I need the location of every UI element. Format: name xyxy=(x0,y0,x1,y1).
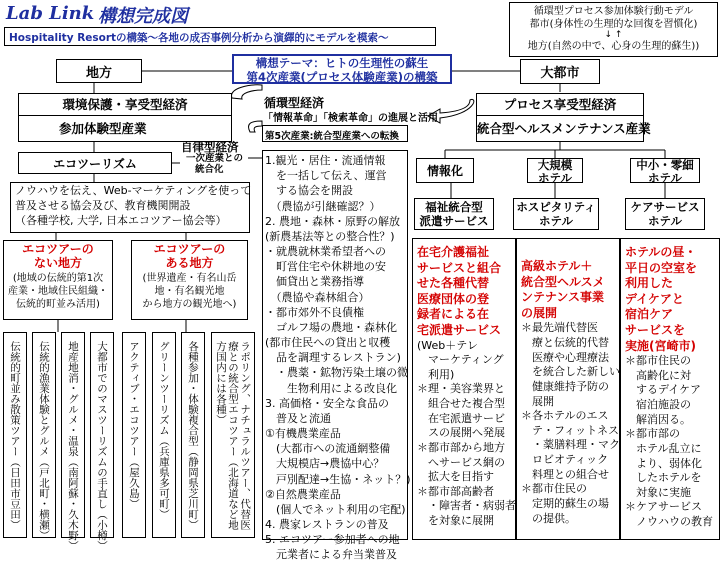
welfare-detail-line: (Web＋テレ xyxy=(417,338,479,352)
process-model-line-3: 地方(自然の中で、心身の生理的蘇生)) xyxy=(527,41,700,52)
hospitality-details xyxy=(521,321,619,526)
welfare-detail-line: ＊都市部から地方 xyxy=(417,440,505,454)
hospitality-detail-line: 医療や心理療法 xyxy=(521,350,609,364)
policy-line: (個人でネット利用の宅配) xyxy=(265,502,406,516)
case-integrated-eco: ラポリング、ナチュラルツアー、代替医療との統合型エコツアー（北海道など地方国内には各種） xyxy=(214,341,252,530)
ecotour-desc-3: から地方の観光地へ) xyxy=(142,298,237,310)
policy-line: 元業者による弁当業普及 xyxy=(265,548,397,562)
knowhow-line-3: （各種学校, 大学, 日本エコツアー協会等） xyxy=(15,213,227,227)
care-headline-line: ホテルの昼・ xyxy=(625,245,697,259)
welfare-headline xyxy=(417,245,515,339)
case-column xyxy=(211,332,255,538)
informatization-box: 情報化 xyxy=(416,158,474,183)
policy-line: 普及と流通 xyxy=(265,411,331,425)
welfare-detail-line: ＊都市部高齢者 xyxy=(417,484,494,498)
care-hotel-box xyxy=(625,198,705,230)
autonomous-line-1: 自律型経済 xyxy=(181,140,239,154)
hospitality-detail-line: 健康維持予防の xyxy=(521,379,609,393)
case-green-tourism: グリーンツーリズム（兵庫県多可町） xyxy=(158,341,171,520)
care-detail-line: ＊都市部の xyxy=(625,427,680,441)
policy-line: 5. エコツアー参加者への地 xyxy=(265,533,400,547)
theme-box xyxy=(232,54,452,84)
care-headline-line: デイケアと xyxy=(625,291,684,306)
care-detail-line: 解消因る。 xyxy=(625,412,691,426)
process-model-line-1: 循環型プロセス参加体験行動モデル xyxy=(533,6,694,17)
ecotour-desc-1: (世界遺産・有名山岳 xyxy=(142,272,237,284)
welfare-headline-line: 宅派遣サービス xyxy=(417,322,502,337)
env-box xyxy=(18,93,232,142)
policy-line: ゴルフ場の農地・森林化 xyxy=(265,320,397,334)
care-hotel-line-2: ホテル xyxy=(648,214,682,229)
page-title: 構想完成図 xyxy=(98,6,188,27)
care-headline xyxy=(625,245,719,354)
policy-line: (大都市への流通網整備 xyxy=(265,442,391,456)
hospitality-hotel-line-2: ホテル xyxy=(539,214,573,229)
policy-line: 大規模店→農協中心？ xyxy=(265,457,385,471)
integrated-health-label: 統合型ヘルスメンテナンス産業 xyxy=(477,121,651,136)
hospitality-detail-line: ＊都市住民の xyxy=(521,482,587,496)
small-hotel-box xyxy=(630,158,700,183)
care-detail-line: 対象に実施 xyxy=(625,485,691,499)
welfare-detail-line: ・障害者・病弱者 xyxy=(417,499,516,513)
policy-line: 生物利用による改良化 xyxy=(265,381,397,395)
case-column xyxy=(181,332,205,538)
no-ecotour-desc-3: 伝統的町並み活用) xyxy=(16,298,100,310)
care-detail-box xyxy=(620,238,720,540)
welfare-detail-line: ＊理・美容業界と xyxy=(417,382,505,396)
case-column xyxy=(152,332,176,538)
care-detail-line: より、弱体化 xyxy=(625,456,702,470)
care-headline-line: サービスを xyxy=(625,322,686,337)
policy-line: 2. 農地・森林・原野の解放 xyxy=(265,214,400,228)
subtitle-banner: Hospitality Resortの構築～各地の成否事例分析から演繹的にモデルを模索～ xyxy=(4,27,436,46)
theme-line-1: 構想テーマ：ヒトの生理性の蘇生 xyxy=(255,56,429,70)
no-ecotour-title-2: ない地方 xyxy=(33,256,82,271)
hospitality-detail-line: 料理との組合せ xyxy=(521,467,609,481)
hospitality-detail-line: ＊最先端代替医 xyxy=(521,321,598,335)
care-detail-line: ホテル乱立に xyxy=(625,441,702,455)
policy-line: 品を調理するレストラン) xyxy=(265,351,401,365)
policy-line: 価貸出と業務指導 xyxy=(265,275,364,289)
care-detail-line: 宿泊施設の xyxy=(625,398,691,412)
policy-line: ・農薬・鉱物汚染土壌の微 xyxy=(265,366,408,380)
welfare-detail-line: へサービス網の xyxy=(417,455,505,469)
small-hotel-line-2: ホテル xyxy=(648,170,682,185)
process-model-box xyxy=(509,2,718,57)
welfare-headline-line: 録者による在 xyxy=(417,307,490,322)
welfare-detail-line: スの展開へ発展 xyxy=(417,426,505,440)
no-ecotour-desc-1: (地域の伝統的第1次 xyxy=(12,272,104,284)
large-hotel-line-1: 大規模 xyxy=(537,158,573,172)
care-headline-line: 平日の空室を xyxy=(625,260,698,275)
care-detail-line: するデイケア xyxy=(625,383,702,397)
policy-line: ・就農就林業希望者への xyxy=(265,245,386,259)
process-model-arrows: ↓ ↑ xyxy=(604,30,623,40)
env-economy-label: 環境保護・享受型経済 xyxy=(19,94,231,116)
welfare-headline-line: サービスと組合 xyxy=(417,260,502,275)
welfare-headline-line: 在宅介護福祉 xyxy=(417,245,490,259)
welfare-detail-line: マーケティング xyxy=(417,353,504,367)
hospitality-detail-line: ロビオティック xyxy=(521,453,609,466)
care-headline-line: 宿泊ケア xyxy=(625,307,674,322)
case-column xyxy=(32,332,56,541)
welfare-headline-line: せた各種代替 xyxy=(417,276,490,291)
autonomous-line-2: 一次産業との xyxy=(186,153,244,165)
metropolis-box: 大都市 xyxy=(520,59,600,84)
case-participation: 各種参加・体験複合型（静岡県芝川町） xyxy=(187,341,200,530)
care-hotel-line-1: ケアサービス xyxy=(630,200,700,214)
policy-line: (新農基法等との整合性？) xyxy=(265,229,395,243)
hospitality-headline-line: の展開 xyxy=(521,305,558,320)
policy-list-box xyxy=(262,150,411,562)
hospitality-detail-line: ＊各ホテルのエス xyxy=(521,409,609,423)
no-ecotour-desc-2: 産業・地域住民組織・ xyxy=(8,285,108,297)
hospitality-hotel-box xyxy=(513,198,599,230)
welfare-details xyxy=(417,339,515,529)
logo: Lab Link xyxy=(6,3,95,24)
hospitality-detail-box xyxy=(516,238,620,540)
hospitality-detail-line: を統合した新しい xyxy=(521,365,620,379)
policy-line: 1.観光・居住・流通情報 xyxy=(265,154,386,167)
care-detail-line: したホテルを xyxy=(625,471,702,485)
welfare-detail-line: 拡大を目指す xyxy=(417,470,494,484)
process-model-line-2: 都市(身体性の生理的な回復を習慣化) xyxy=(529,19,698,30)
hospitality-detail-line: ・薬膳料理・マク xyxy=(521,438,620,452)
case-townscape: 伝統的町並み散策ツアー（日田市豆田） xyxy=(9,341,22,530)
care-details xyxy=(625,354,719,530)
policy-line: (都市住民への貸出と収穫 xyxy=(265,336,391,350)
hospitality-headline-line: 高級ホテル＋ xyxy=(521,259,593,273)
no-ecotour-title-1: エコツアーの xyxy=(22,242,94,256)
ecotour-title-2: ある地方 xyxy=(165,256,214,271)
fifth-industry-box: 第5次産業:統合型産業への転換 xyxy=(262,125,408,142)
policy-line: を一括して伝え、運営 xyxy=(265,169,387,183)
large-hotel-box xyxy=(527,158,583,183)
case-fishing: 伝統的漁業体験とグルメ（戸北町・横瀬） xyxy=(38,341,51,541)
care-detail-line: ＊ケアサービス xyxy=(625,500,702,514)
process-box xyxy=(476,93,651,142)
circular-economy-sub: 「情報革命」「検索革命」の進展と活用 xyxy=(263,113,438,124)
hospitality-headline-line: 統合型ヘルスメ xyxy=(521,274,605,289)
welfare-dispatch-line-1: 福祉統合型 xyxy=(425,200,483,214)
theme-line-2: 第4次産業(プロセス体験産業)の構築 xyxy=(246,69,438,84)
case-column xyxy=(122,332,146,538)
knowhow-line-2: 普及させる協会及び、教育機関開設 xyxy=(15,198,191,212)
autonomous-economy-label xyxy=(181,141,243,176)
case-mass-tourism: 大都市でのマスツーリズムの手直し（小樽） xyxy=(96,341,109,551)
care-detail-line: 高齢化に対 xyxy=(625,368,691,382)
region-box: 地方 xyxy=(56,59,142,83)
hospitality-headline-line: ンテナンス事業 xyxy=(521,290,605,305)
hospitality-detail-line: 定期的蘇生の場 xyxy=(521,496,609,510)
policy-line: 3. 高価格・安全な食品の xyxy=(265,396,389,410)
welfare-detail-line: 利用) xyxy=(417,367,455,381)
no-ecotour-desc xyxy=(4,272,112,311)
welfare-detail-line: を対象に展開 xyxy=(417,514,494,528)
case-column xyxy=(61,332,85,551)
welfare-detail-line: 組合せた複合型 xyxy=(417,397,505,411)
hospitality-detail-line: 展開 xyxy=(521,394,554,408)
ecotour-title-1: エコツアーの xyxy=(153,242,226,256)
no-ecotour-region-box xyxy=(3,240,113,320)
circular-economy-title: 循環型経済 xyxy=(264,96,325,110)
care-detail-line: ノウハウの教育 xyxy=(625,515,713,529)
policy-line: （農協が引継確認？） xyxy=(265,199,381,213)
policy-line: ①有機農業産品 xyxy=(265,427,341,441)
case-column xyxy=(90,332,114,551)
policy-line: 戸別配達→生協・ネット？) xyxy=(265,472,411,486)
hospitality-headline xyxy=(521,259,619,321)
welfare-dispatch-box xyxy=(414,198,494,230)
policy-line: 町営住宅や休耕地の安 xyxy=(265,260,386,274)
hospitality-detail-line: 療と伝統的代替 xyxy=(521,336,609,349)
knowhow-line-1: ノウハウを伝え、Web-マーケティングを使って xyxy=(15,184,252,197)
autonomous-line-3: 統合化 xyxy=(195,164,224,176)
policy-line: （農協や森林組合） xyxy=(265,290,370,304)
policy-list xyxy=(265,153,411,563)
policy-line: 4. 農家レストランの普及 xyxy=(265,518,389,532)
policy-line: する協会を開設 xyxy=(265,184,353,198)
ecotourism-box: エコツーリズム xyxy=(18,152,172,174)
care-headline-line: 実施(宮崎市) xyxy=(625,338,696,353)
welfare-detail-line: 在宅派遣サービ xyxy=(417,411,505,425)
welfare-dispatch-line-2: 派遣サービス xyxy=(419,214,489,229)
knowhow-box xyxy=(10,182,250,233)
ecotour-region-box xyxy=(131,240,248,320)
large-hotel-line-2: ホテル xyxy=(538,170,572,185)
welfare-detail-box xyxy=(412,238,516,540)
participation-industry-label: 参加体験型産業 xyxy=(59,121,147,136)
hospitality-hotel-line-1: ホスピタリティ xyxy=(516,200,596,214)
ecotour-desc xyxy=(132,272,247,311)
case-active-eco: アクティブ・エコツアー（屋久島） xyxy=(128,341,141,509)
process-economy-label: プロセス享受型経済 xyxy=(477,94,643,116)
case-column xyxy=(3,332,27,538)
ecotour-desc-2: 地・有名観光地 xyxy=(154,285,225,297)
welfare-headline-line: 医療団体の登 xyxy=(417,291,490,306)
policy-line: ・都市郊外不良債権 xyxy=(265,305,364,319)
hospitality-detail-line: の提供。 xyxy=(521,511,576,525)
small-hotel-line-1: 中小・零細 xyxy=(636,158,694,172)
care-detail-line: ＊都市住民の xyxy=(625,354,691,368)
case-gourmet: 地産地消・グルメ・温泉（南阿蘇・久木野） xyxy=(67,341,80,551)
policy-line: ②自然農業産品 xyxy=(265,487,341,501)
hospitality-detail-line: テ・フィットネス xyxy=(521,423,620,437)
care-headline-line: 利用した xyxy=(625,276,674,291)
